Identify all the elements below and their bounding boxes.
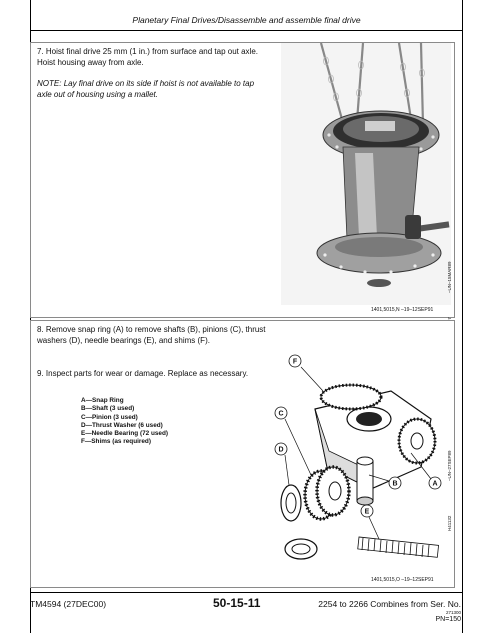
note-text: Lay final drive on its side if hoist is not available to tap axle out of housing using a mallet. <box>37 79 255 99</box>
panel-1-ref: 1401,5015,N –19–12SEP91 <box>371 307 434 313</box>
applicability-text: 2254 to 2266 Combines from Ser. No. <box>318 599 461 609</box>
callout-a: A <box>432 480 438 488</box>
callout-c: C <box>278 410 284 418</box>
parts-legend <box>81 397 168 447</box>
manual-code: TM4594 (27DEC00) <box>30 599 107 609</box>
step-7-panel <box>30 42 455 318</box>
header-rule <box>30 30 463 31</box>
pinion-exploded-icon <box>305 467 349 519</box>
note-label: NOTE: <box>37 79 62 88</box>
legend-item-c: C—Pinion (3 used) <box>81 413 138 421</box>
legend-item-e: E—Needle Bearing (72 used) <box>81 430 169 438</box>
callout-f: F <box>292 358 298 366</box>
page-title: Planetary Final Drives/Disassemble and assemble final drive <box>132 15 361 25</box>
step-8-text: 8. Remove snap ring (A) to remove shafts (B), pinions (C), thrust washers (D), needle bearings (E), and shims (F). <box>37 325 266 345</box>
footer-rule <box>30 592 463 593</box>
pinion-gear-top-icon <box>321 385 381 409</box>
callout-b: B <box>392 480 398 488</box>
shaft-icon <box>357 457 373 505</box>
legend-item-f: F—Shims (as required) <box>81 438 151 446</box>
final-drive-hoist-photo <box>281 43 451 305</box>
figure-1-ref: –UN–15MAR89 <box>447 261 452 293</box>
figure-2-code: H41132 <box>447 515 452 531</box>
legend-item-d: D—Thrust Washer (6 used) <box>81 421 163 429</box>
callout-e: E <box>364 508 370 516</box>
pn-number: PN=150 <box>435 616 461 623</box>
legend-item-a: A—Snap Ring <box>81 397 124 404</box>
step-8-9-panel <box>30 320 455 588</box>
right-margin-rule <box>462 0 463 633</box>
needle-bearings-icon <box>358 537 439 557</box>
callout-d: D <box>278 446 284 454</box>
page-number: 50-15-11 <box>213 596 261 610</box>
step-7-text: 7. Hoist final drive 25 mm (1 in.) from surface and tap out axle. Hoist housing away from axle. <box>37 47 258 67</box>
small-code: 271300 <box>445 610 461 615</box>
pinion-gear-right-icon <box>399 419 435 463</box>
panel-2-ref: 1401,5015,O –19–12SEP91 <box>371 577 434 583</box>
planetary-carrier-exploded-diagram <box>271 349 447 579</box>
figure-2-ref: –UN–27SEP89 <box>447 450 452 481</box>
note-block <box>37 79 267 100</box>
legend-item-b: B—Shaft (3 used) <box>81 405 135 413</box>
step-9-text: 9. Inspect parts for wear or damage. Replace as necessary. <box>37 369 249 378</box>
